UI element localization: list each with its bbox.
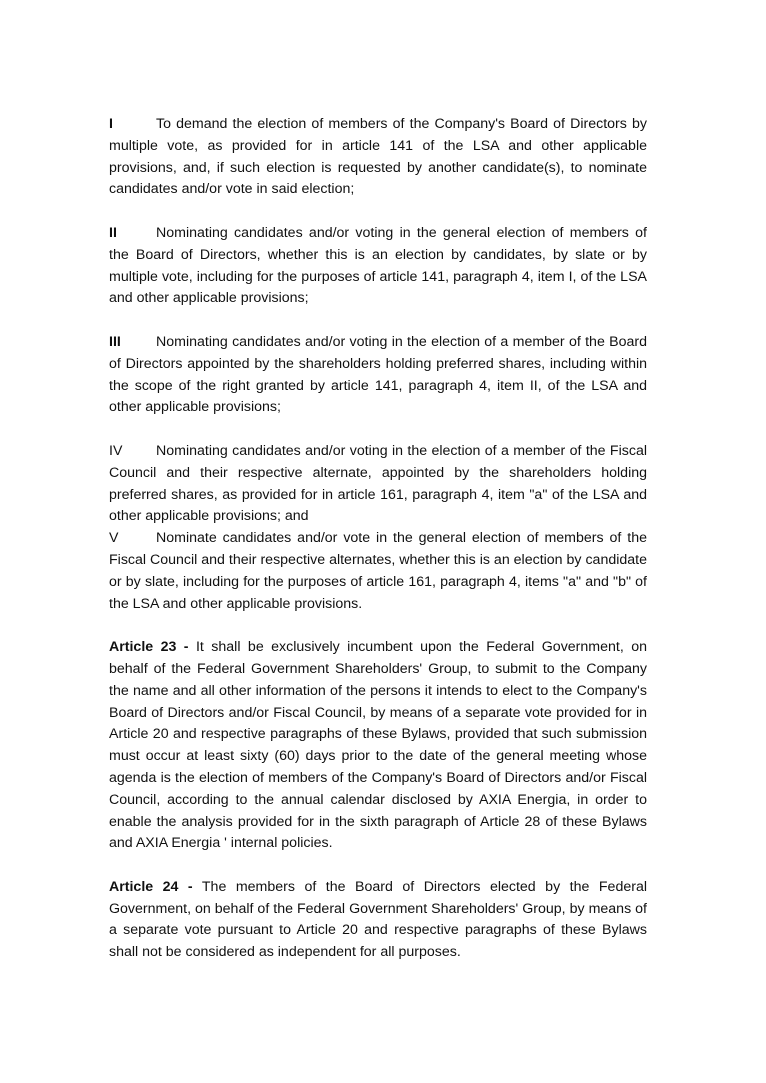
item-text: Nominating candidates and/or voting in the general election of members of the Board of Directors, whether this is an election by candidates, by slate or by multiple vote, including for the purposes of article 141, paragraph 4, item I, of the LSA and other applicable provisions; (109, 224, 647, 307)
article-heading: Article 23 - (109, 639, 189, 656)
article-24 (109, 877, 647, 964)
item-numeral: V (109, 530, 119, 547)
article-text: The members of the Board of Directors elected by the Federal Government, on behalf of the Federal Government Shareholders' Group, by means of a separate vote pursuant to Article 20 and respective paragraphs of these Bylaws shall not be considered as independent for all purposes. (109, 878, 647, 961)
item-ii (109, 223, 647, 310)
document-page (109, 114, 647, 964)
item-text: To demand the election of members of the Company's Board of Directors by multiple vote, as provided for in article 141 of the LSA and other applicable provisions, and, if such election is requested by another candidate(s), to nominate candidates and/or vote in said election; (109, 116, 647, 198)
article-heading: Article 24 - (109, 878, 193, 895)
item-numeral: III (109, 333, 121, 350)
item-i (109, 114, 647, 201)
item-text: Nominate candidates and/or vote in the general election of members of the Fiscal Council and their respective alternates, whether this is an election by candidate or by slate, including for the purposes of article 161, paragraph 4, items "a" and "b" of the LSA and other applicable provisions. (109, 530, 647, 612)
item-numeral: I (109, 116, 113, 132)
item-iii (109, 332, 647, 419)
item-v (109, 528, 647, 615)
item-text: Nominating candidates and/or voting in the election of a member of the Fiscal Council and their respective alternate, appointed by the shareholders holding preferred shares, as provided for in article 161, paragraph 4, item "a" of the LSA and other applicable provisions; and (109, 442, 647, 525)
item-text: Nominating candidates and/or voting in the election of a member of the Board of Directors appointed by the shareholders holding preferred shares, including within the scope of the right granted by article 141, paragraph 4, item II, of the LSA and other applicable provisions; (109, 333, 647, 416)
article-text: It shall be exclusively incumbent upon the Federal Government, on behalf of the Federal Government Shareholders' Group, to submit to the Company the name and all other information of the persons it intends to elect to the Company's Board of Directors and/or Fiscal Council, by means of a separate vote provided for in Article 20 and respective paragraphs of these Bylaws, provided that such submission must occur at least sixty (60) days prior to the date of the general meeting whose agenda is the election of members of the Company's Board of Directors and/or Fiscal Council, according to the annual calendar disclosed by AXIA Energia, in order to enable the analysis provided for in the sixth paragraph of Article 28 of these Bylaws and AXIA Energia ' internal policies. (109, 639, 647, 852)
item-numeral: II (109, 224, 117, 241)
item-numeral: IV (109, 442, 123, 459)
item-iv (109, 441, 647, 528)
article-23 (109, 637, 647, 855)
